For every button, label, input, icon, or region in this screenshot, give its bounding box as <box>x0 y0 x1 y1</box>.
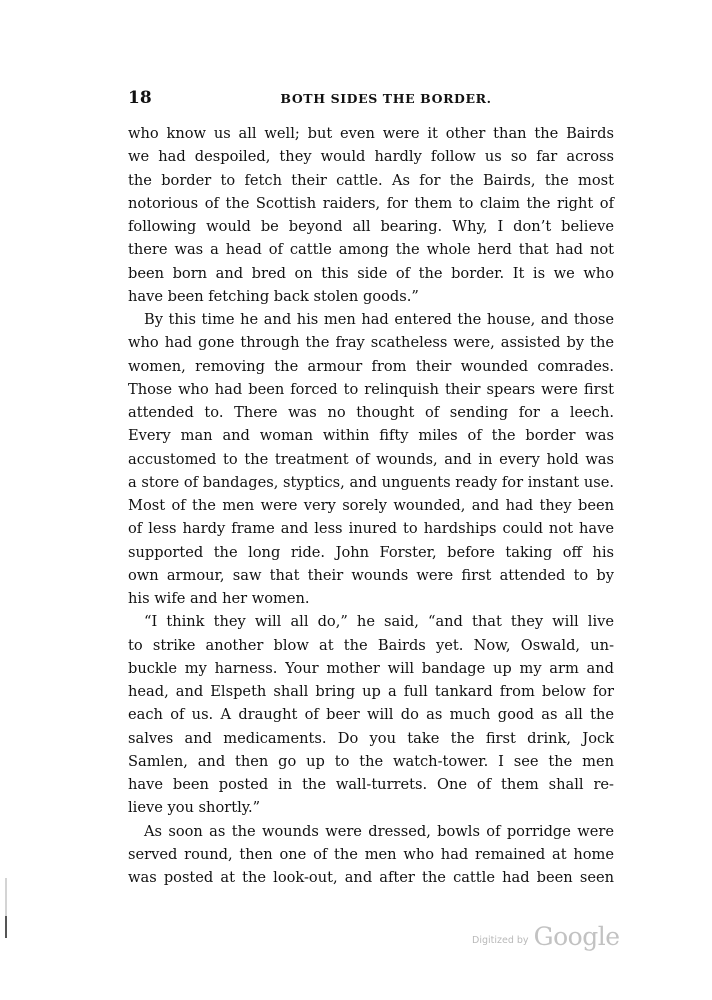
text-line: of less hardy frame and less inured to hardships could not have <box>128 520 614 538</box>
text-line: notorious of the Scottish raiders, for them to claim the right of <box>128 194 614 212</box>
text-line: have been fetching back stolen goods.” <box>128 287 419 305</box>
text-line: Those who had been forced to relinquish their spears were first <box>128 380 614 398</box>
text-line: who had gone through the fray scatheless were, assisted by the <box>128 334 614 352</box>
text-line: Most of the men were very sorely wounded, and had they been <box>128 497 614 514</box>
text-line: we had despoiled, they would hardly follow us so far across <box>128 148 614 166</box>
text-line: lieve you shortly.” <box>128 799 261 817</box>
text-line: was posted at the look-out, and after the cattle had been seen <box>128 869 614 886</box>
text-line: the border to fetch their cattle. As for the Bairds, the most <box>128 171 614 189</box>
text-line: have been posted in the wall-turrets. One of them shall re- <box>128 776 614 793</box>
text-line: head, and Elspeth shall bring up a full tankard from below for <box>128 683 614 700</box>
text-line: women, removing the armour from their wounded comrades. <box>128 357 614 375</box>
text-line: Every man and woman within fifty miles of the border was <box>128 427 614 445</box>
text-line: salves and medicaments. Do you take the first drink, Jock <box>128 729 614 747</box>
running-title: BOTH SIDES THE BORDER. <box>280 91 492 106</box>
text-line: served round, then one of the men who had remained at home <box>128 845 614 863</box>
text-line: following would be beyond all bearing. Why, I don’t believe <box>128 218 614 235</box>
text-line: accustomed to the treatment of wounds, and in every hold was <box>128 450 614 468</box>
text-line: each of us. A draught of beer will do as much good as all the <box>128 706 614 724</box>
text-line: there was a head of cattle among the whole herd that had not <box>128 241 614 259</box>
text-line: to strike another blow at the Bairds yet. Now, Oswald, un- <box>128 636 614 654</box>
scan-edge-mark-dark <box>5 916 7 938</box>
text-line: been born and bred on this side of the border. It is we who <box>128 264 614 282</box>
text-line: By this time he and his men had entered the house, and those <box>144 311 614 328</box>
text-line: his wife and her women. <box>128 590 310 607</box>
google-logo: Google <box>533 922 620 951</box>
text-line: Samlen, and then go up to the watch-tower. I see the men <box>128 752 614 770</box>
text-line: buckle my harness. Your mother will bandage up my arm and <box>128 659 614 677</box>
text-line: who know us all well; but even were it other than the Bairds <box>128 125 614 142</box>
text-line: “I think they will all do,” he said, “and that they will live <box>144 613 614 631</box>
text-line: own armour, saw that their wounds were first attended to by <box>128 566 614 584</box>
scan-edge-mark-light <box>5 878 7 916</box>
body-text <box>128 122 614 889</box>
text-line: supported the long ride. John Forster, before taking off his <box>128 543 614 561</box>
watermark-prefix: Digitized by <box>472 935 529 946</box>
page-number: 18 <box>128 88 152 108</box>
page-header <box>128 88 614 110</box>
text-line: attended to. There was no thought of sending for a leech. <box>128 404 614 421</box>
digitized-by-google-watermark <box>472 922 620 951</box>
text-line: As soon as the wounds were dressed, bowls of porridge were <box>144 822 614 840</box>
text-line: a store of bandages, styptics, and unguents ready for instant use. <box>128 473 614 491</box>
